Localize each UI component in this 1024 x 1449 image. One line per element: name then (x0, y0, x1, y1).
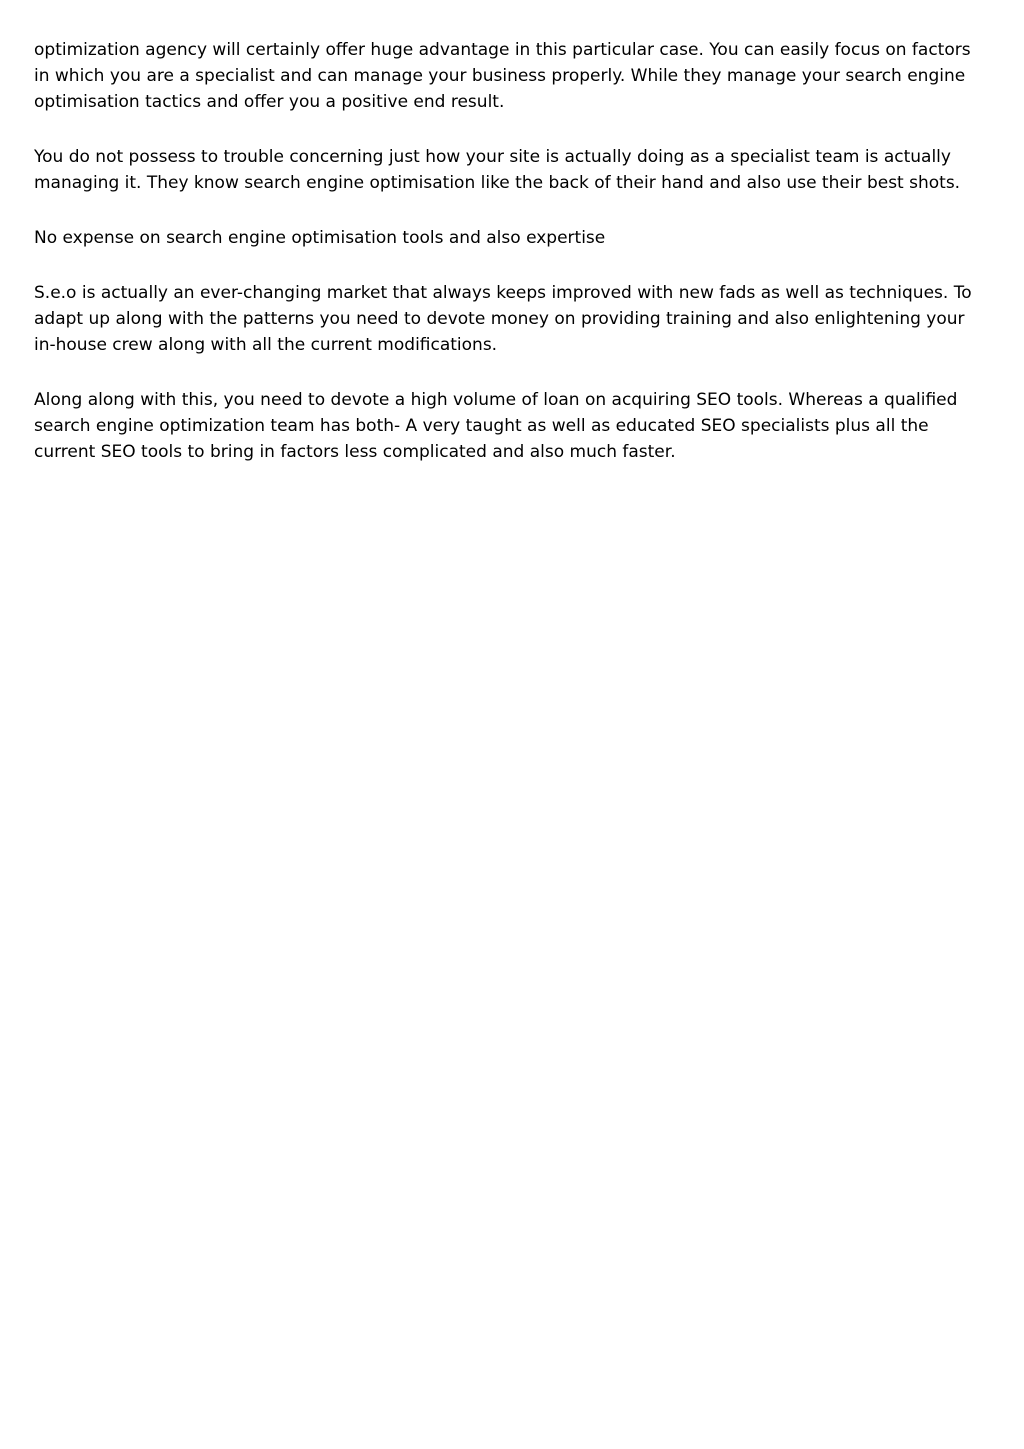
paragraph-3: No expense on search engine optimisation tools and also expertise (34, 228, 606, 248)
paragraph-5: Along along with this, you need to devote a high volume of loan on acquiring SEO tools. Whereas a qualified search engine optimization team has both- A very taught as well as educated SEO specialists plus all the current SEO tools to bring in factors less complicated and also much faster. (34, 390, 958, 462)
document-body (34, 37, 990, 494)
paragraph-1: optimization agency will certainly offer huge advantage in this particular case. You can easily focus on factors in which you are a specialist and can manage your business properly. While they manage your search engine optimisation tactics and offer you a positive end result. (34, 40, 971, 112)
paragraph-4: S.e.o is actually an ever-changing market that always keeps improved with new fads as well as techniques. To adapt up along with the patterns you need to devote money on providing training and also enlightening your in-house crew along with all the current modifications. (34, 283, 972, 355)
paragraph-2: You do not possess to trouble concerning just how your site is actually doing as a specialist team is actually managing it. They know search engine optimisation like the back of their hand and also use their best shots. (34, 147, 961, 193)
